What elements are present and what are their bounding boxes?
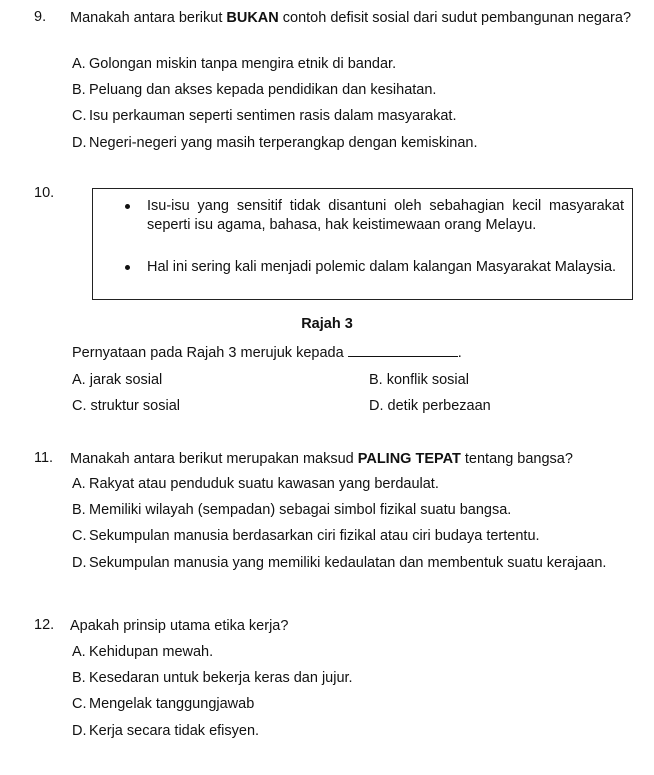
option-c: C. struktur sosial <box>72 398 180 414</box>
question-11 <box>34 450 636 469</box>
figure-box <box>92 188 633 300</box>
bullet-icon <box>125 204 130 209</box>
option-d: D. detik perbezaan <box>369 398 491 414</box>
answer-blank <box>348 344 458 357</box>
option-d: D. Kerja secara tidak efisyen. <box>72 723 260 739</box>
bullet-item: Hal ini sering kali menjadi polemic dalam kalangan Masyarakat Malaysia. <box>119 258 624 277</box>
question-text: Manakah antara berikut merupakan maksud PALING TEPAT tentang bangsa? <box>70 451 573 467</box>
question-12 <box>34 617 636 636</box>
question-number: 9. <box>34 9 47 25</box>
option-d: D. Sekumpulan manusia yang memiliki kedaulatan dan membentuk suatu kerajaan. <box>72 555 607 571</box>
bullet-icon <box>125 265 130 270</box>
figure-label: Rajah 3 <box>301 316 353 332</box>
option-a: A. Kehidupan mewah. <box>72 644 214 660</box>
option-b: B. Kesedaran untuk bekerja keras dan jujur. <box>72 670 353 686</box>
question-number: 11. <box>34 450 54 466</box>
option-b: B. Memiliki wilayah (sempadan) sebagai simbol fizikal suatu bangsa. <box>72 502 512 518</box>
option-d: D. Negeri-negeri yang masih terperangkap dengan kemiskinan. <box>72 135 478 151</box>
question-text: Manakah antara berikut BUKAN contoh defisit sosial dari sudut pembangunan negara? <box>70 10 632 26</box>
question-9 <box>34 9 636 28</box>
option-b: B. konflik sosial <box>369 372 469 388</box>
question-text: Apakah prinsip utama etika kerja? <box>70 618 289 634</box>
option-c: C. Sekumpulan manusia berdasarkan ciri fizikal atau ciri budaya tertentu. <box>72 528 540 544</box>
option-b: B. Peluang dan akses kepada pendidikan dan kesihatan. <box>72 82 437 98</box>
bullet-item: Isu-isu yang sensitif tidak disantuni oleh sebahagian kecil masyarakat seperti isu agama, bahasa, hak keistimewaan orang Melayu. <box>119 197 624 235</box>
option-a: A. jarak sosial <box>72 372 163 388</box>
question-number: 10. <box>34 185 55 201</box>
option-a: A. Golongan miskin tanpa mengira etnik di bandar. <box>72 56 397 72</box>
question-stem: Pernyataan pada Rajah 3 merujuk kepada . <box>72 345 462 361</box>
option-c: C. Mengelak tanggungjawab <box>72 696 255 712</box>
option-a: A. Rakyat atau penduduk suatu kawasan yang berdaulat. <box>72 476 439 492</box>
question-number: 12. <box>34 617 55 633</box>
option-c: C. Isu perkauman seperti sentimen rasis dalam masyarakat. <box>72 108 457 124</box>
